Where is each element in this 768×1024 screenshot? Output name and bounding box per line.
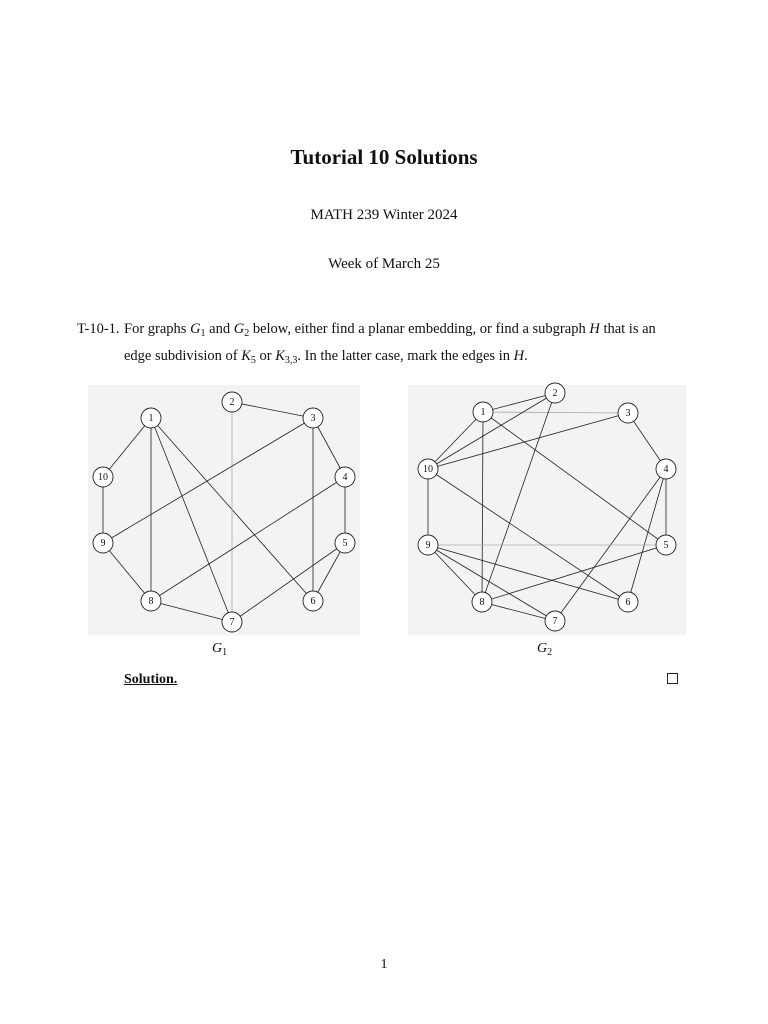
math-symbol: K xyxy=(241,348,251,364)
vertex-label: 5 xyxy=(342,538,348,549)
vertex-7 xyxy=(545,611,565,631)
text-fragment: For graphs xyxy=(124,321,191,337)
vertex-label: 3 xyxy=(310,413,316,424)
math-symbol: G xyxy=(212,641,223,656)
vertex-label: 7 xyxy=(552,616,558,627)
text-fragment: below, either find a planar embedding, or find a subgraph xyxy=(249,321,590,337)
vertex-label: 1 xyxy=(480,407,486,418)
vertex-label: 7 xyxy=(229,617,235,628)
vertex-label: 3 xyxy=(625,408,631,419)
text-fragment: or xyxy=(255,348,276,364)
math-subscript: 5 xyxy=(250,355,256,366)
page-number: 1 xyxy=(380,957,388,972)
vertex-label: 8 xyxy=(148,596,154,607)
math-subscript: 3,3 xyxy=(284,355,298,366)
graph-g2-label xyxy=(537,641,552,658)
math-h: H xyxy=(589,321,600,337)
solution-label: Solution. xyxy=(124,672,178,687)
text-fragment: that is an xyxy=(599,321,656,337)
edge-1-5 xyxy=(483,412,666,545)
edge-2-10 xyxy=(428,393,555,469)
edge-1-3 xyxy=(483,412,628,413)
vertex-6 xyxy=(618,592,638,612)
edge-1-2 xyxy=(483,393,555,412)
vertex-10 xyxy=(418,459,438,479)
math-subscript: 1 xyxy=(200,328,206,339)
problem-number: T-10-1. xyxy=(77,321,120,337)
graph-g1-label xyxy=(212,641,227,658)
vertex-label: 6 xyxy=(310,596,316,607)
math-h: H xyxy=(513,348,525,364)
qed-box-icon xyxy=(667,673,678,684)
vertex-label: 8 xyxy=(479,597,485,608)
text-fragment: . xyxy=(524,348,528,364)
vertex-1 xyxy=(473,402,493,422)
vertex-3 xyxy=(618,403,638,423)
vertex-label: 2 xyxy=(552,388,558,399)
text-fragment: edge subdivision of xyxy=(124,348,242,364)
course-name: MATH 239 Winter 2024 xyxy=(310,207,458,223)
text-fragment: . In the latter case, mark the edges in xyxy=(297,348,514,364)
math-subscript: 2 xyxy=(547,647,553,658)
vertex-label: 9 xyxy=(425,540,431,551)
edge-6-10 xyxy=(425,469,628,602)
vertex-5 xyxy=(656,535,676,555)
vertex-label: 6 xyxy=(625,597,631,608)
vertex-9 xyxy=(418,535,438,555)
vertex-8 xyxy=(472,592,492,612)
edge-7-9 xyxy=(428,545,555,621)
page-title: Tutorial 10 Solutions xyxy=(290,145,478,169)
vertex-label: 2 xyxy=(229,397,235,408)
edge-3-10 xyxy=(428,413,628,469)
week-label: Week of March 25 xyxy=(328,256,440,272)
edge-7-8 xyxy=(482,602,555,621)
math-symbol: G xyxy=(233,321,245,337)
vertex-4 xyxy=(656,459,676,479)
edge-1-8 xyxy=(482,412,483,602)
vertex-label: 5 xyxy=(663,540,669,551)
math-subscript: 2 xyxy=(244,328,250,339)
vertex-label: 1 xyxy=(148,413,154,424)
math-symbol: G xyxy=(537,641,548,656)
math-subscript: 1 xyxy=(222,647,228,658)
math-symbol: K xyxy=(275,348,285,364)
vertex-label: 9 xyxy=(100,538,106,549)
vertex-label: 10 xyxy=(423,464,433,475)
vertex-label: 4 xyxy=(342,472,348,483)
edge-4-6 xyxy=(628,469,666,602)
vertex-2 xyxy=(545,383,565,403)
vertex-label: 4 xyxy=(663,464,669,475)
text-fragment: and xyxy=(205,321,234,337)
math-symbol: G xyxy=(190,321,201,337)
edge-8-9 xyxy=(428,545,482,602)
edge-6-9 xyxy=(428,545,628,602)
vertex-label: 10 xyxy=(98,472,108,483)
edge-1-10 xyxy=(428,412,483,469)
